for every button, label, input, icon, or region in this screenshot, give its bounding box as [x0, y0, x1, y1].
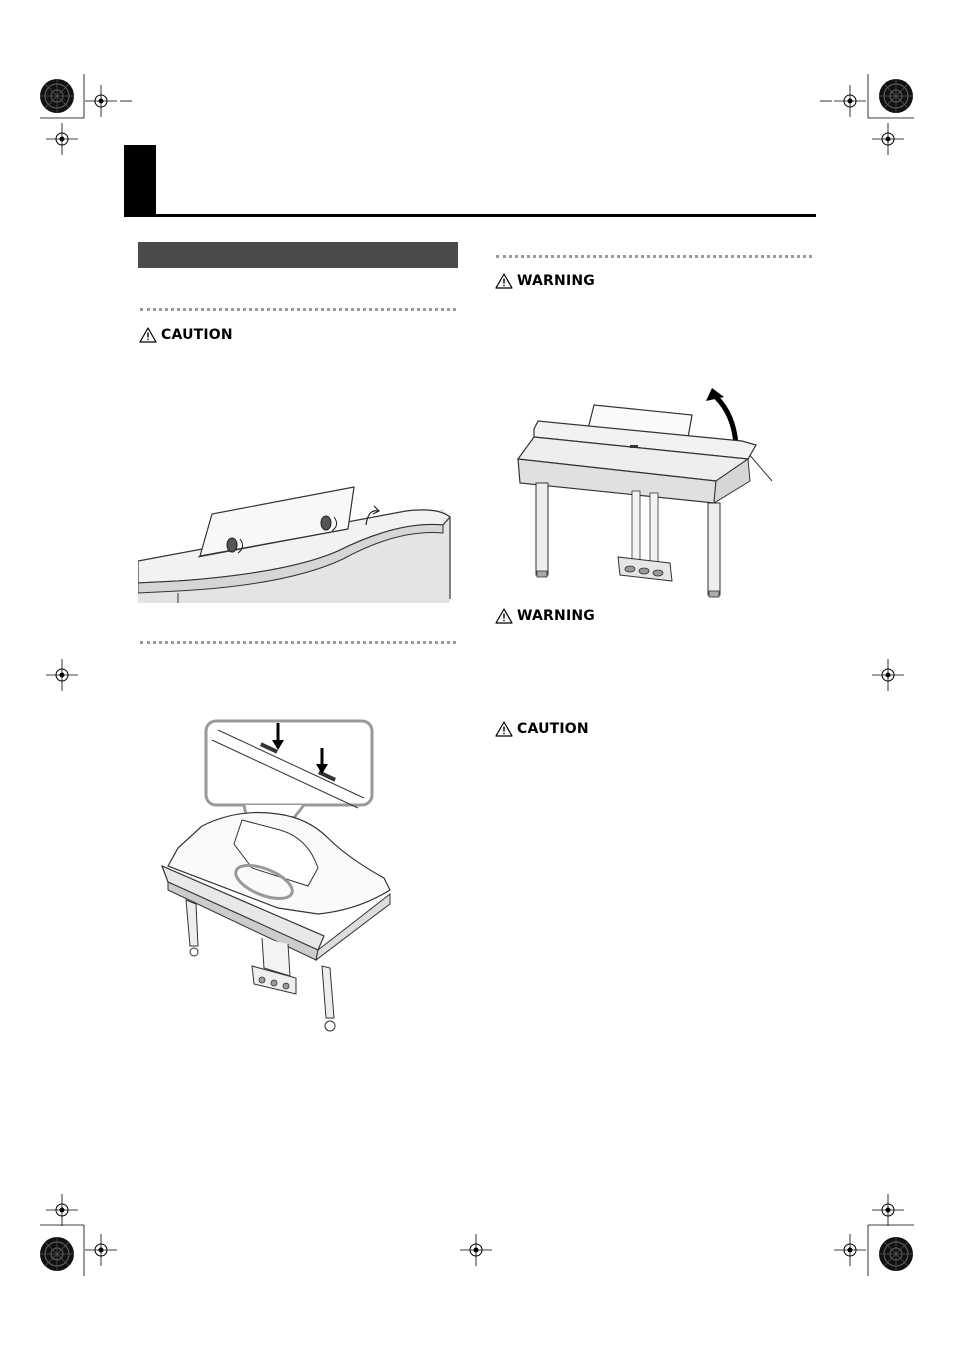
dotted-divider — [140, 308, 456, 311]
warning-triangle-icon — [495, 273, 513, 289]
dotted-divider — [496, 255, 812, 258]
dotted-divider — [140, 641, 456, 644]
warning-triangle-icon — [495, 721, 513, 737]
warning-label: WARNING — [517, 273, 595, 289]
music-rest-illustration — [138, 481, 458, 603]
warning-notice — [495, 273, 595, 289]
chapter-tab — [124, 145, 156, 217]
section-heading-bar — [138, 242, 458, 268]
caution-notice — [495, 721, 589, 737]
warning-triangle-icon — [495, 608, 513, 624]
warning-label: WARNING — [517, 608, 595, 624]
caution-label: CAUTION — [517, 721, 589, 737]
warning-notice — [495, 608, 595, 624]
digital-piano-lid-illustration — [510, 385, 780, 605]
caution-notice — [139, 327, 233, 343]
warning-triangle-icon — [139, 327, 157, 343]
title-rule — [124, 214, 816, 217]
grand-piano-illustration — [158, 718, 398, 1038]
caution-label: CAUTION — [161, 327, 233, 343]
